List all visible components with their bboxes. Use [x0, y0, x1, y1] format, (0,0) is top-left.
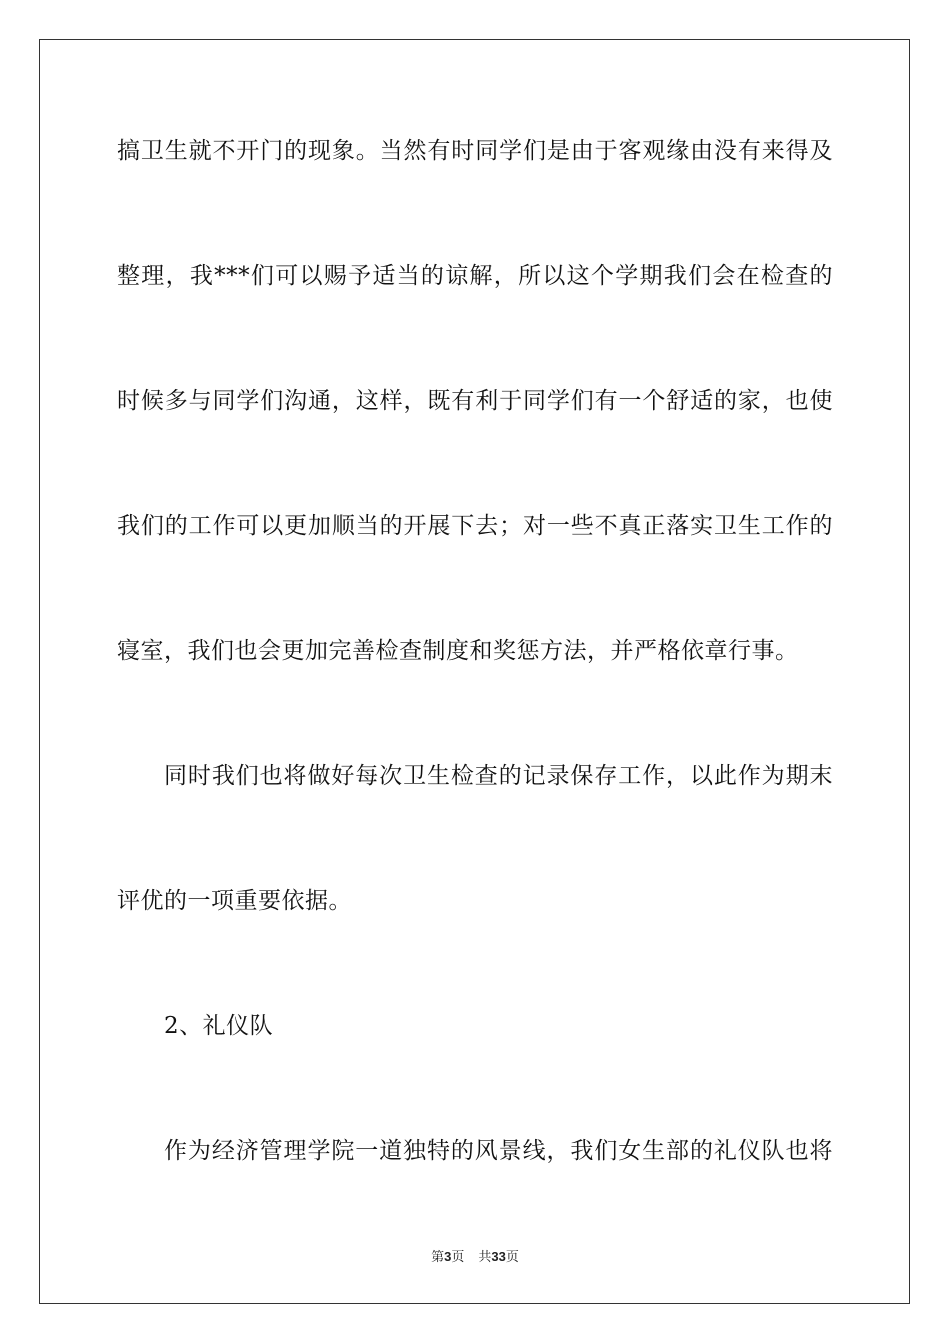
page-border: [39, 39, 910, 1304]
footer-page-number: 3: [444, 1249, 452, 1264]
body-line-5: 寝室，我们也会更加完善检查制度和奖惩方法，并严格依章行事。: [117, 638, 799, 664]
body-line-4: 我们的工作可以更加顺当的开展下去；对一些不真正落实卫生工作的: [117, 513, 833, 539]
footer-total-unit: 页: [505, 1250, 519, 1265]
section-heading: 2、礼仪队: [164, 1013, 274, 1039]
body-line-3: 时候多与同学们沟通，这样，既有利于同学们有一个舒适的家，也使: [117, 388, 833, 414]
body-line-1: 搞卫生就不开门的现象。当然有时同学们是由于客观缘由没有来得及: [117, 138, 833, 164]
body-line-2: 整理，我***们可以赐予适当的谅解，所以这个学期我们会在检查的: [117, 263, 833, 289]
body-line-6: 同时我们也将做好每次卫生检查的记录保存工作，以此作为期末: [164, 763, 833, 789]
footer-total-pages: 33: [491, 1249, 506, 1264]
footer-prefix: 第: [431, 1250, 445, 1265]
body-line-9: 作为经济管理学院一道独特的风景线，我们女生部的礼仪队也将: [164, 1138, 833, 1164]
page-footer: [0, 1248, 950, 1267]
body-line-7: 评优的一项重要依据。: [117, 888, 352, 914]
footer-page-unit: 页: [451, 1250, 465, 1265]
footer-total-prefix: 共: [478, 1250, 492, 1265]
